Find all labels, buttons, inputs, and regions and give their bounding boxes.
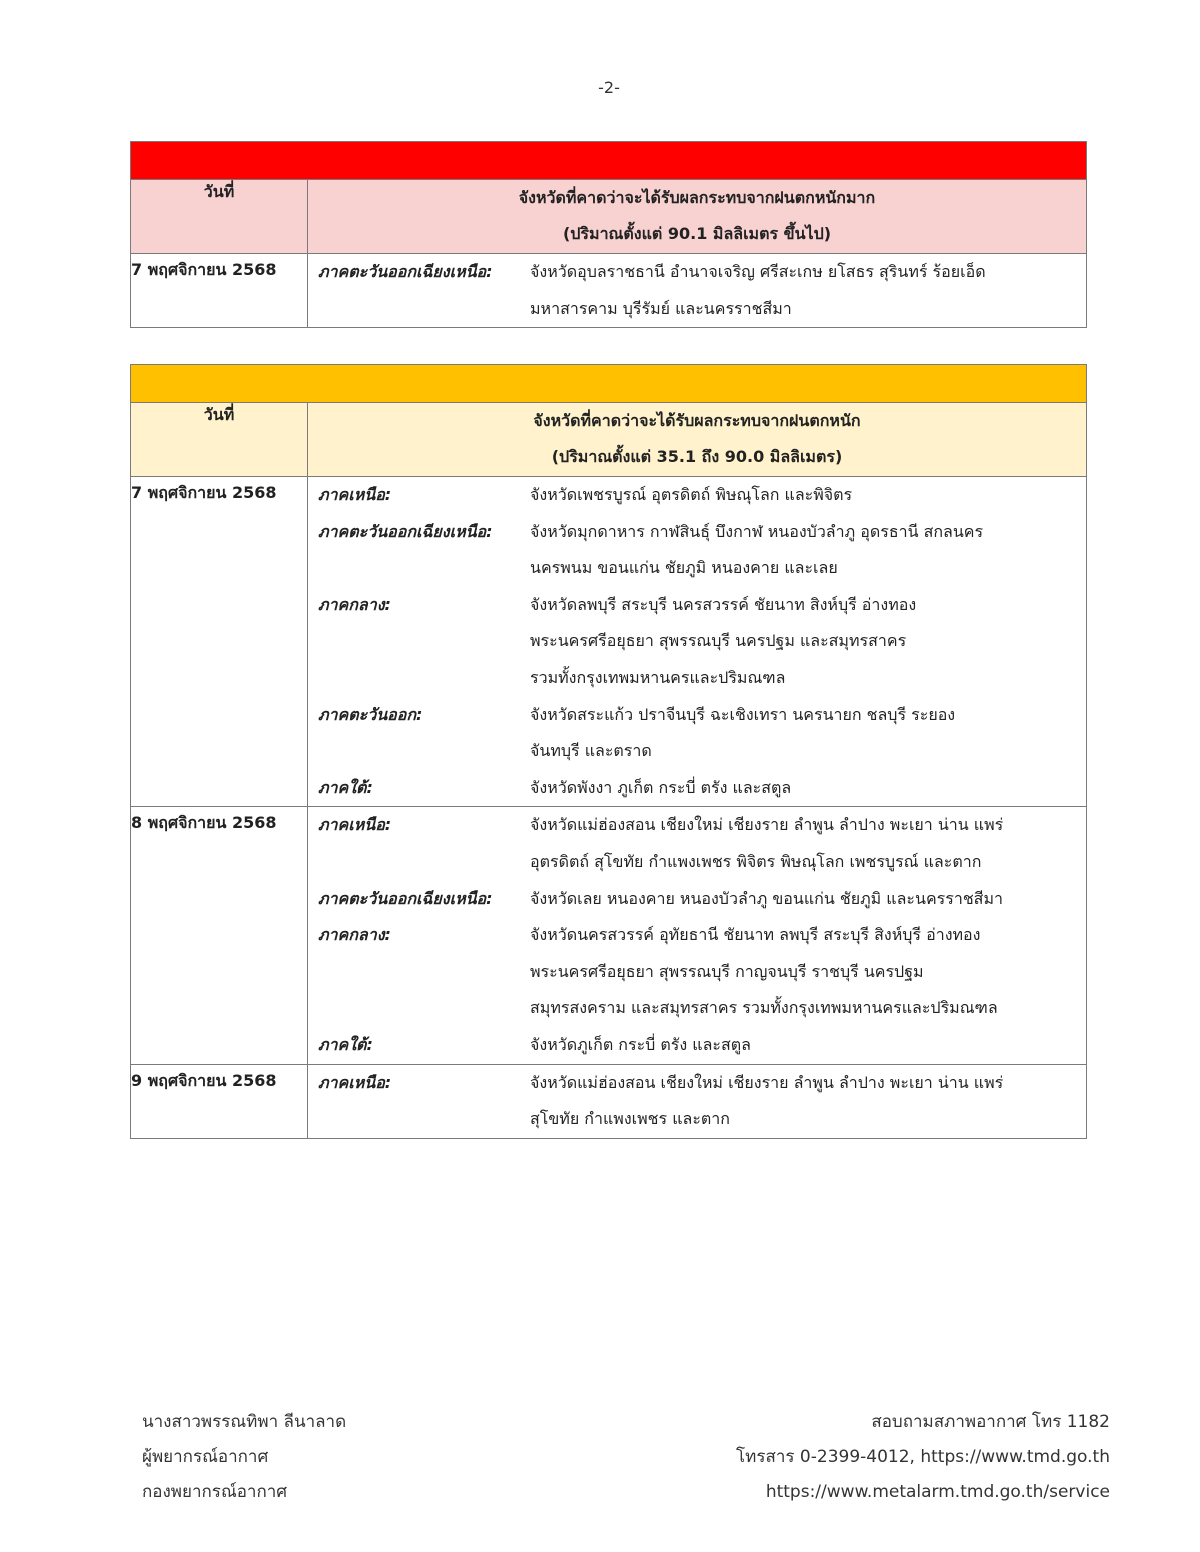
date-column-header: วันที่: [131, 403, 308, 477]
page-number: -2-: [598, 78, 620, 97]
province-list-line: พระนครศรีอยุธยา สุพรรณบุรี กาญจนบุรี ราชบุรี นครปฐม: [530, 961, 924, 981]
region-entry: [308, 770, 1086, 807]
date-column-header: วันที่: [131, 180, 308, 254]
region-name: ภาคกลาง:: [318, 925, 391, 945]
forecaster-name: นางสาวพรรณทิพา ลีนาลาด: [142, 1412, 347, 1432]
province-list-line: พระนครศรีอยุธยา สุพรรณบุรี นครปฐม และสมุทรสาคร: [530, 631, 907, 651]
region-name: ภาคใต้:: [318, 777, 373, 797]
forecast-date: 8 พฤศจิกายน 2568: [131, 807, 308, 1064]
region-name: ภาคเหนือ:: [318, 1072, 392, 1092]
region-entry: [308, 917, 1086, 1027]
table-header-row: [131, 180, 1087, 254]
region-entry: [308, 807, 1086, 880]
province-list-line: จังหวัดลพบุรี สระบุรี นครสวรรค์ ชัยนาท สิงห์บุรี อ่างทอง: [530, 594, 917, 614]
province-list-line: สุโขทัย กำแพงเพชร และตาก: [530, 1109, 730, 1129]
forecaster-division: กองพยากรณ์อากาศ: [142, 1482, 288, 1502]
region-provinces: [530, 1027, 1086, 1064]
region-provinces: [530, 514, 1086, 587]
table-row: [131, 477, 1087, 807]
footer-forecaster-info: [142, 1405, 346, 1510]
header-title: จังหวัดที่คาดว่าจะได้รับผลกระทบจากฝนตกหนัก: [533, 411, 861, 430]
region-entry: [308, 881, 1086, 918]
region-entry: [308, 477, 1086, 514]
table-header-row: [131, 403, 1087, 477]
region-entry: [308, 1065, 1086, 1138]
province-list-line: จังหวัดเลย หนองคาย หนองบัวลำภู ขอนแก่น ชัยภูมิ และนครราชสีมา: [530, 888, 1003, 908]
region-provinces: [530, 254, 1086, 327]
region-provinces: [530, 587, 1086, 697]
province-list-line: รวมทั้งกรุงเทพมหานครและปริมณฑล: [530, 667, 786, 687]
region-entry: [308, 587, 1086, 697]
province-list-line: อุตรดิตถ์ สุโขทัย กำแพงเพชร พิจิตร พิษณุโลก เพชรบูรณ์ และตาก: [530, 851, 982, 871]
severity-color-bar: [131, 365, 1087, 403]
affected-regions-cell: [308, 1064, 1087, 1138]
table-row: [131, 254, 1087, 328]
province-list-line: จังหวัดภูเก็ต กระบี่ ตรัง และสตูล: [530, 1034, 751, 1054]
province-list-line: สมุทรสงคราม และสมุทรสาคร รวมทั้งกรุงเทพมหานครและปริมณฑล: [530, 998, 998, 1018]
severity-color-bar: [131, 142, 1087, 180]
region-provinces: [530, 770, 1086, 807]
affected-regions-cell: [308, 807, 1087, 1064]
region-entry: [308, 697, 1086, 770]
table-row: [131, 1064, 1087, 1138]
region-name: ภาคตะวันออก:: [318, 704, 423, 724]
province-list-line: จันทบุรี และตราด: [530, 741, 652, 761]
contact-service-url: https://www.metalarm.tmd.go.th/service: [765, 1482, 1110, 1502]
provinces-column-header: [308, 180, 1087, 254]
region-name: ภาคเหนือ:: [318, 815, 392, 835]
footer-contact-info: [736, 1405, 1110, 1510]
province-list-line: มหาสารคาม บุรีรัมย์ และนครราชสีมา: [530, 298, 792, 318]
header-subtitle: (ปริมาณตั้งแต่ 35.1 ถึง 90.0 มิลลิเมตร): [551, 447, 843, 466]
contact-phone: สอบถามสภาพอากาศ โทร 1182: [871, 1412, 1110, 1432]
forecast-date: 7 พฤศจิกายน 2568: [131, 254, 308, 328]
contact-fax-website: โทรสาร 0-2399-4012, https://www.tmd.go.th: [736, 1447, 1110, 1467]
province-list-line: นครพนม ขอนแก่น ชัยภูมิ หนองคาย และเลย: [530, 558, 838, 578]
region-provinces: [530, 807, 1086, 880]
region-provinces: [530, 1065, 1086, 1138]
region-entry: [308, 1027, 1086, 1064]
heavy-rain-table: [130, 364, 1087, 1139]
province-list-line: จังหวัดอุบลราชธานี อำนาจเจริญ ศรีสะเกษ ยโสธร สุรินทร์ ร้อยเอ็ด: [530, 262, 986, 281]
province-list-line: จังหวัดพังงา ภูเก็ต กระบี่ ตรัง และสตูล: [530, 777, 792, 797]
forecast-date: 7 พฤศจิกายน 2568: [131, 477, 308, 807]
forecast-date: 9 พฤศจิกายน 2568: [131, 1064, 308, 1138]
forecaster-title: ผู้พยากรณ์อากาศ: [142, 1447, 269, 1467]
header-subtitle: (ปริมาณตั้งแต่ 90.1 มิลลิเมตร ขึ้นไป): [562, 224, 832, 243]
province-list-line: จังหวัดแม่ฮ่องสอน เชียงใหม่ เชียงราย ลำพูน ลำปาง พะเยา น่าน แพร่: [530, 815, 1004, 835]
region-name: ภาคตะวันออกเฉียงเหนือ:: [318, 521, 493, 541]
affected-regions-cell: [308, 254, 1087, 328]
region-name: ภาคตะวันออกเฉียงเหนือ:: [318, 262, 493, 281]
region-provinces: [530, 881, 1086, 918]
region-name: ภาคเหนือ:: [318, 485, 392, 504]
header-title: จังหวัดที่คาดว่าจะได้รับผลกระทบจากฝนตกหนักมาก: [518, 188, 876, 207]
region-provinces: [530, 917, 1086, 1027]
province-list-line: จังหวัดแม่ฮ่องสอน เชียงใหม่ เชียงราย ลำพูน ลำปาง พะเยา น่าน แพร่: [530, 1072, 1004, 1092]
severity-color-bar-cell: [131, 365, 1087, 403]
region-entry: [308, 254, 1086, 327]
province-list-line: จังหวัดนครสวรรค์ อุทัยธานี ชัยนาท ลพบุรี สระบุรี สิงห์บุรี อ่างทอง: [530, 925, 981, 945]
province-list-line: จังหวัดเพชรบูรณ์ อุตรดิตถ์ พิษณุโลก และพิจิตร: [530, 485, 853, 504]
severity-color-bar-cell: [131, 142, 1087, 180]
table-row: [131, 807, 1087, 1064]
province-list-line: จังหวัดมุกดาหาร กาฬสินธุ์ บึงกาฬ หนองบัวลำภู อุดรธานี สกลนคร: [530, 521, 984, 541]
region-name: ภาคตะวันออกเฉียงเหนือ:: [318, 888, 493, 908]
very-heavy-rain-table: [130, 141, 1087, 328]
region-entry: [308, 514, 1086, 587]
affected-regions-cell: [308, 477, 1087, 807]
region-name: ภาคกลาง:: [318, 594, 391, 614]
region-provinces: [530, 477, 1086, 514]
province-list-line: จังหวัดสระแก้ว ปราจีนบุรี ฉะเชิงเทรา นครนายก ชลบุรี ระยอง: [530, 704, 956, 724]
region-name: ภาคใต้:: [318, 1034, 373, 1054]
provinces-column-header: [308, 403, 1087, 477]
region-provinces: [530, 697, 1086, 770]
